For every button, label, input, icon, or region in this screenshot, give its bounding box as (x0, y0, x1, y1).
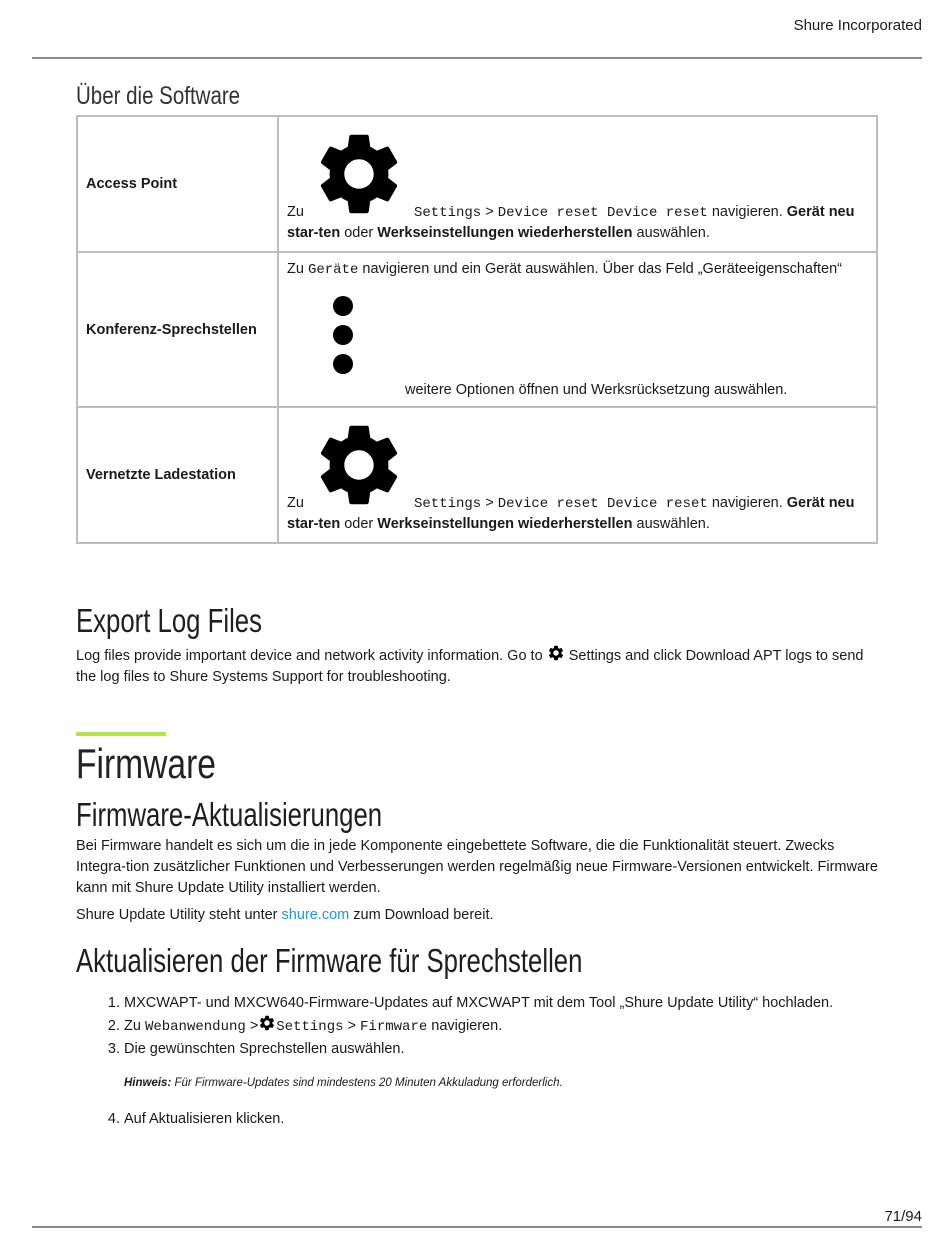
chapter-accent-bar (76, 732, 166, 736)
bold-restart: Gerät neu star-ten (287, 495, 855, 532)
step3-text: Die gewünschten Sprechstellen auswählen. (124, 1041, 405, 1057)
row-label: Konferenz-Sprechstellen (77, 252, 278, 407)
bold-factory-reset: Werkseinstellungen wiederherstellen (377, 225, 633, 241)
list-item (124, 1014, 878, 1038)
desc-text-2: weitere Optionen öffnen und Werksrücksetzung auswählen. (405, 382, 788, 398)
list-item: 1. MXCWAPT- und MXCW640-Firmware-Updates auf MXCWAPT mit dem Tool „Shure Update Utility“ hochladen. (124, 992, 878, 1014)
path-separator: > (249, 1018, 259, 1034)
row-label: Vernetzte Ladestation (77, 407, 278, 543)
page-content (76, 82, 878, 1130)
or-text: oder (344, 225, 374, 241)
mid-text: navigieren. (711, 495, 783, 511)
gear-icon (258, 1014, 276, 1032)
table-row (77, 116, 877, 252)
list-item: 4. Auf Aktualisieren klicken. (124, 1108, 878, 1130)
export-logs-text (76, 644, 878, 688)
prefix-text: Zu (287, 261, 304, 277)
note (124, 1072, 878, 1094)
path-reset: Device reset Device reset (497, 205, 708, 221)
path-settings: Settings (413, 205, 482, 221)
path-separator: > (347, 1018, 356, 1034)
row-label: Access Point (77, 116, 278, 252)
note-text: Für Firmware-Updates sind mindestens 20 Minuten Akkuladung erforderlich. (174, 1077, 563, 1089)
path-settings: Settings (413, 496, 482, 512)
or-text: oder (344, 516, 374, 532)
firmware-updates-title: Firmware-Aktualisierungen (76, 796, 383, 833)
export-logs-text-after: Settings and click Download APT logs to send the log files to Shure Systems Support for troubleshooting. (76, 648, 864, 685)
row-description (278, 252, 877, 407)
update-mics-title: Aktualisieren der Firmware für Sprechstellen (76, 942, 583, 979)
end-text: auswählen. (636, 225, 710, 241)
row-description (278, 407, 877, 543)
download-text-after: zum Download bereit. (353, 907, 494, 923)
update-steps-list (76, 992, 878, 1130)
path-reset: Device reset Device reset (497, 496, 708, 512)
path-separator: > (485, 495, 494, 511)
shure-link[interactable]: shure.com (281, 907, 350, 923)
path-devices: Geräte (307, 262, 359, 278)
footer-divider (32, 1226, 922, 1228)
bold-restart: Gerät neu star-ten (287, 204, 855, 241)
download-text-before: Shure Update Utility steht unter (76, 907, 278, 923)
firmware-download-paragraph (76, 905, 878, 926)
software-section-title: Über die Software (76, 82, 241, 110)
firmware-paragraph: Bei Firmware handelt es sich um die in jede Komponente eingebettete Software, die die Funktionalität steuert. Zwecks Integra-tion zusätzlicher Funktionen und Verbesserungen werden regelmäßig neue Firmware-Versionen entwickelt. Firmware kann mit Shure Update Utility installiert werden. (76, 838, 878, 896)
end-text: auswählen. (636, 516, 710, 532)
list-item (124, 1038, 878, 1094)
gear-icon (547, 644, 565, 662)
page-number: 71/94 (884, 1208, 922, 1225)
row-description (278, 116, 877, 252)
export-logs-title: Export Log Files (76, 602, 262, 639)
path-firmware: Firmware (360, 1019, 428, 1035)
export-logs-text-before: Log files provide important device and network activity information. Go to (76, 648, 543, 664)
more-vertical-icon (331, 294, 355, 376)
firmware-chapter-title: Firmware (76, 740, 216, 787)
header-divider (32, 57, 922, 59)
path-webapp: Webanwendung (144, 1019, 246, 1035)
note-label: Hinweis: (124, 1077, 172, 1089)
step2-prefix: Zu (124, 1018, 141, 1034)
header-company: Shure Incorporated (793, 17, 922, 34)
gear-icon (310, 125, 408, 223)
path-separator: > (485, 204, 494, 220)
desc-text-1: navigieren und ein Gerät auswählen. Über das Feld „Geräteeigenschaften“ (362, 261, 842, 277)
prefix-text: Zu (287, 204, 304, 220)
bold-factory-reset: Werkseinstellungen wiederherstellen (377, 516, 633, 532)
software-table (76, 115, 878, 544)
mid-text: navigieren. (711, 204, 783, 220)
prefix-text: Zu (287, 495, 304, 511)
path-settings: Settings (276, 1019, 344, 1035)
table-row (77, 407, 877, 543)
step2-suffix: navigieren. (431, 1018, 503, 1034)
gear-icon (310, 416, 408, 514)
table-row (77, 252, 877, 407)
